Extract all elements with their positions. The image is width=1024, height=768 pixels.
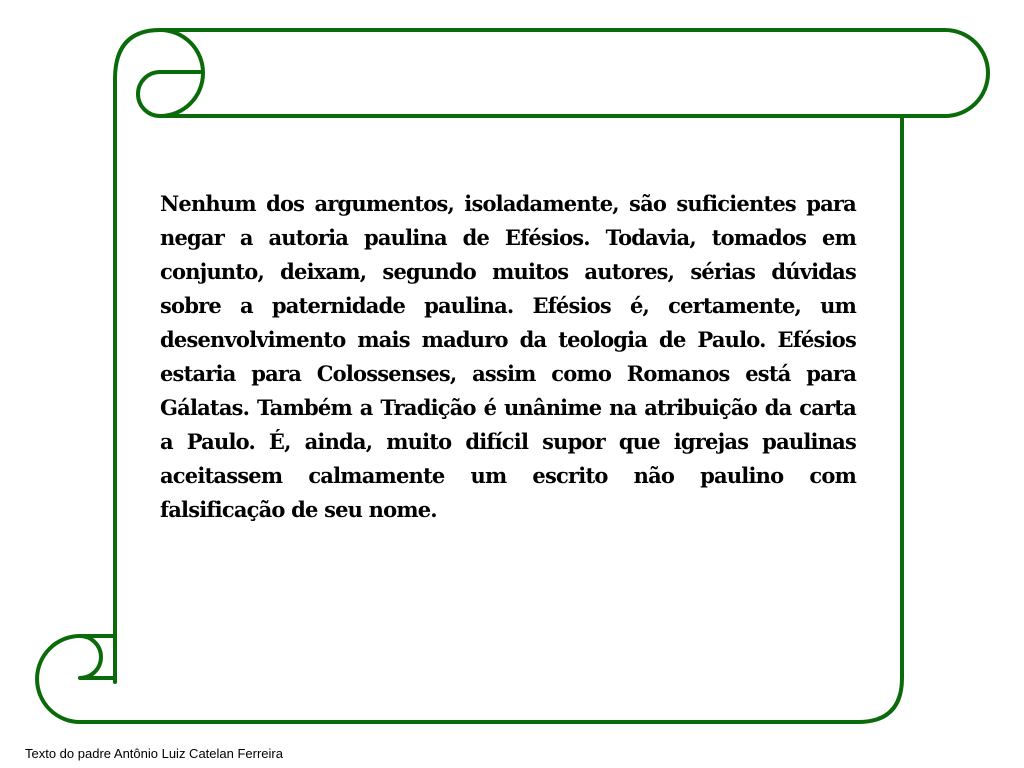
scroll-bottom-curl-inner xyxy=(80,636,115,678)
scroll-top-curl xyxy=(160,30,945,116)
scroll-body-text: Nenhum dos argumentos, isoladamente, são suficientes para negar a autoria paulina de Efésios. Todavia, tomados em conjunto, deixam, segundo muitos autores, sérias dúvidas sobre a paternidade paulina. Efésios é, certamente, um desenvolvimento mais maduro da teologia de Paulo. Efésios estaria para Colossenses, assim como Romanos está para Gálatas. Também a Tradição é unânime na atribuição da carta a Paulo. É, ainda, muito difícil supor que igrejas paulinas aceitassem calmamente um escrito não paulino com falsificação de seu nome. xyxy=(160,191,856,522)
footer-credit: Texto do padre Antônio Luiz Catelan Ferreira xyxy=(25,746,283,761)
scroll-top-curl-inner xyxy=(138,72,200,116)
